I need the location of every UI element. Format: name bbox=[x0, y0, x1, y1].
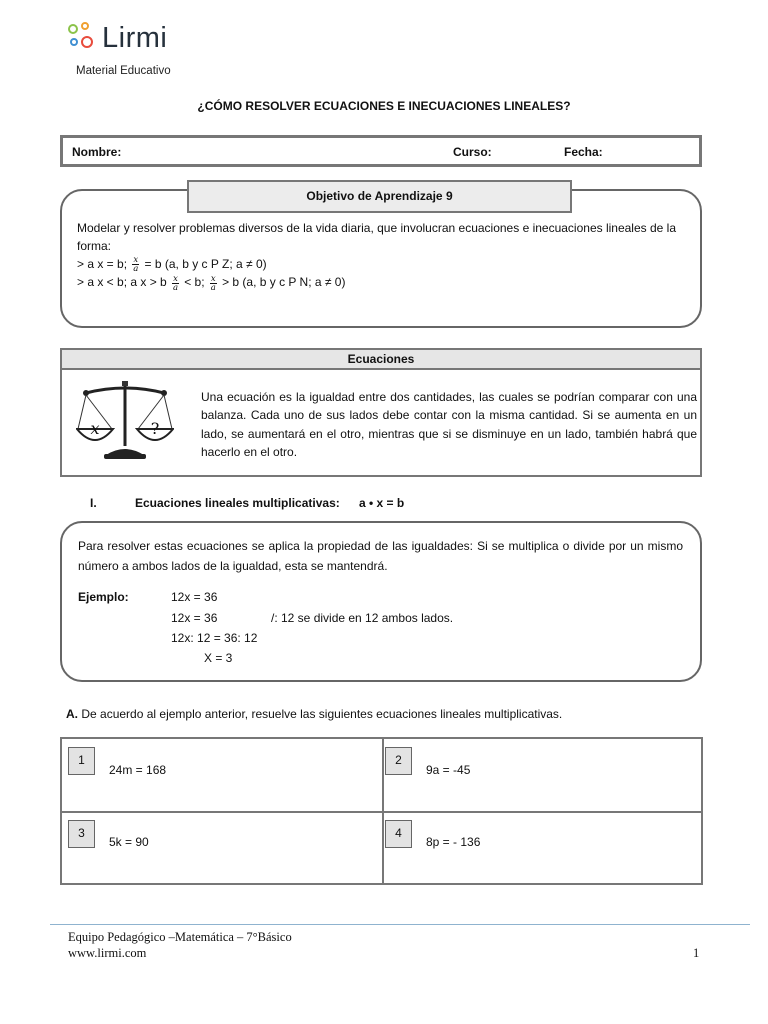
fraction-x-over-a: $\frac{x}{a}$ bbox=[133, 255, 139, 275]
example-step-3: 12x: 12 = 36: 12 bbox=[171, 631, 258, 645]
objective-eq-1 bbox=[77, 255, 687, 273]
fraction-x-over-a: $\frac{x}{a}$ bbox=[210, 273, 216, 293]
ecuaciones-text: Una ecuación es la igualdad entre dos cantidades, las cuales se podrían comparar con una balanza. Cada uno de sus lados debe contar con la misma cantidad. Si se aumenta en un lado, se aumentará en el otro, mientras que si se disminuye en un lado, también habrá que hacerlo en el otro. bbox=[201, 390, 697, 459]
multiplicativas-text: Para resolver estas ecuaciones se aplica la propiedad de las igualdades: Si se multiplica o divide por un mismo número a ambos lados de la igualdad, esta se mantendrá. bbox=[78, 539, 683, 573]
balance-scale-icon bbox=[76, 379, 174, 463]
right-pan-label: ? bbox=[150, 419, 160, 438]
section-numeral: I. bbox=[90, 496, 97, 510]
exercise-number: 2 bbox=[385, 747, 412, 775]
objective-text bbox=[77, 219, 687, 292]
exercise-number: 1 bbox=[68, 747, 95, 775]
exercise-3-answer-area[interactable] bbox=[62, 813, 382, 882]
lirmi-logo bbox=[68, 22, 167, 54]
brand-name: Lirmi bbox=[102, 22, 168, 54]
exercise-letter: A. bbox=[66, 707, 78, 721]
brand-subtitle: Material Educativo bbox=[76, 65, 171, 77]
section-formula: a • x = b bbox=[359, 496, 405, 510]
objective-line: Modelar y resolver problemas diversos de la vida diaria, que involucran ecuaciones e inecuaciones lineales de la forma: bbox=[77, 221, 677, 253]
date-label: Fecha: bbox=[564, 145, 603, 159]
footer-team: Equipo Pedagógico –Matemática – 7°Básico bbox=[68, 930, 292, 944]
exercise-1-answer-area[interactable] bbox=[62, 739, 382, 811]
example-step-2: 12x = 36 bbox=[171, 611, 218, 625]
fraction-x-over-a: $\frac{x}{a}$ bbox=[172, 273, 179, 293]
exercise-equation: 24m = 168 bbox=[109, 763, 167, 777]
eq1-part-b: = b (a, b y c P Z; a ≠ 0) bbox=[144, 257, 267, 271]
eq2-part-c: > b (a, b y c P N; a ≠ 0) bbox=[222, 275, 346, 290]
exercise-instruction bbox=[66, 707, 562, 721]
example-step-1: 12x = 36 bbox=[171, 590, 218, 604]
exercise-instruction-text: De acuerdo al ejemplo anterior, resuelve las siguientes ecuaciones lineales multiplicativas. bbox=[81, 707, 563, 721]
exercise-2-answer-area[interactable] bbox=[384, 739, 700, 811]
exercise-number: 3 bbox=[68, 820, 95, 848]
objective-tab: Objetivo de Aprendizaje 9 bbox=[187, 180, 572, 213]
example-label: Ejemplo: bbox=[78, 590, 129, 604]
example-step-2-operation: /: 12 se divide en 12 ambos lados. bbox=[271, 611, 454, 625]
name-label: Nombre: bbox=[72, 145, 122, 159]
exercise-grid bbox=[60, 737, 703, 885]
exercise-4-answer-area[interactable] bbox=[384, 813, 700, 882]
example-step-4: X = 3 bbox=[204, 651, 233, 665]
footer-divider bbox=[50, 924, 750, 925]
eq2-part-a: > a x < b; a x > b bbox=[77, 275, 167, 290]
left-pan-label: x bbox=[90, 419, 100, 438]
exercise-equation: 9a = -45 bbox=[426, 763, 471, 777]
eq2-part-b: < b; bbox=[184, 275, 205, 290]
objective-eq-2 bbox=[77, 273, 687, 291]
ecuaciones-heading: Ecuaciones bbox=[60, 348, 702, 370]
course-label: Curso: bbox=[453, 145, 492, 159]
exercise-equation: 5k = 90 bbox=[109, 835, 149, 849]
document-title: ¿CÓMO RESOLVER ECUACIONES E INECUACIONES LINEALES? bbox=[197, 99, 571, 113]
section-title: Ecuaciones lineales multiplicativas: bbox=[135, 496, 340, 510]
student-info-bar bbox=[60, 135, 702, 167]
page-number: 1 bbox=[693, 946, 700, 960]
exercise-number: 4 bbox=[385, 820, 412, 848]
eq1-part-a: > a x = b; bbox=[77, 257, 128, 271]
exercise-equation: 8p = - 136 bbox=[426, 835, 481, 849]
footer-website[interactable]: www.lirmi.com bbox=[68, 946, 147, 960]
lirmi-logo-icon bbox=[68, 22, 98, 54]
